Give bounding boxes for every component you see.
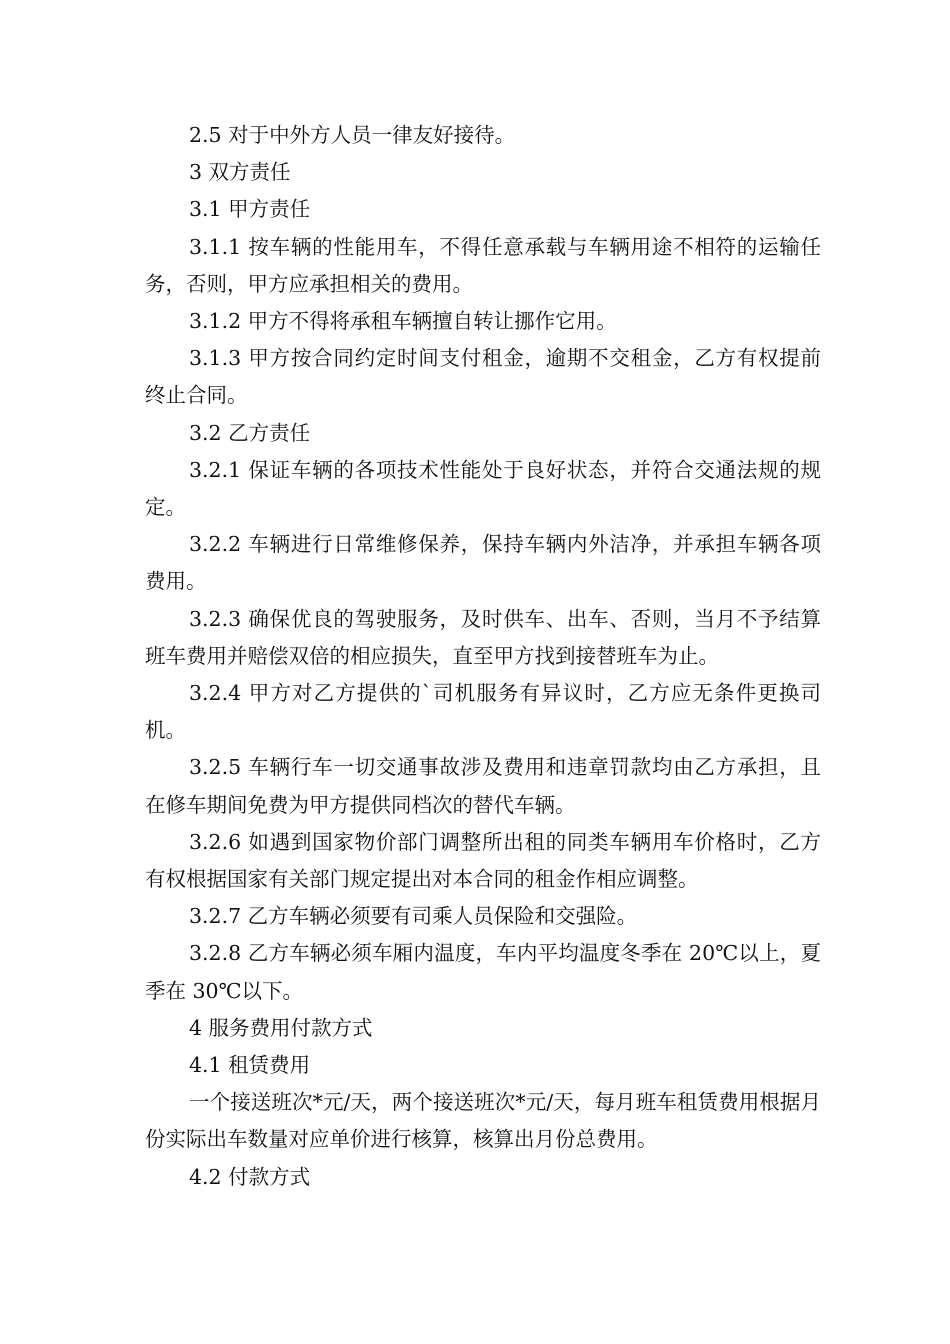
- section-4-2-heading: 4.2 付款方式: [189, 1164, 311, 1189]
- clause-3-2-8: 3.2.8 乙方车辆必须车厢内温度，车内平均温度冬季在 20℃以上，夏季在 30℃以下。: [145, 941, 821, 1003]
- clause-3-2-2: 3.2.2 车辆进行日常维修保养，保持车辆内外洁净，并承担车辆各项费用。: [145, 532, 821, 594]
- section-3-2-heading: 3.2 乙方责任: [189, 420, 311, 445]
- section-4-1-heading: 4.1 租赁费用: [189, 1053, 311, 1078]
- clause-3-1-3: 3.1.3 甲方按合同约定时间支付租金，逾期不交租金，乙方有权提前终止合同。: [145, 346, 821, 408]
- clause-3-2-4: 3.2.4 甲方对乙方提供的`司机服务有异议时，乙方应无条件更换司机。: [145, 681, 821, 743]
- clause-3-2-6: 3.2.6 如遇到国家物价部门调整所出租的同类车辆用车价格时，乙方有权根据国家有关部门规定提出对本合同的租金作相应调整。: [145, 829, 821, 892]
- section-4-heading: 4 服务费用付款方式: [189, 1015, 373, 1040]
- document-body: [145, 117, 821, 1196]
- clause-3-1-2: 3.1.2 甲方不得将承租车辆擅自转让挪作它用。: [189, 309, 617, 334]
- rental-fee-text: 一个接送班次*元/天，两个接送班次*元/天，每月班车租赁费用根据月份实际出车数量对应单价进行核算，核算出月份总费用。: [145, 1090, 821, 1152]
- section-3-heading: 3 双方责任: [189, 160, 291, 185]
- clause-3-2-7: 3.2.7 乙方车辆必须要有司乘人员保险和交强险。: [189, 904, 638, 929]
- clause-3-2-3: 3.2.3 确保优良的驾驶服务，及时供车、出车、否则，当月不予结算班车费用并赔偿双倍的相应损失，直至甲方找到接替班车为止。: [145, 606, 821, 668]
- clause-2-5: 2.5 对于中外方人员一律友好接待。: [189, 123, 516, 147]
- clause-3-1-1: 3.1.1 按车辆的性能用车，不得任意承载与车辆用途不相符的运输任务，否则，甲方应承担相关的费用。: [145, 234, 821, 296]
- section-3-1-heading: 3.1 甲方责任: [189, 197, 311, 222]
- clause-3-2-5: 3.2.5 车辆行车一切交通事故涉及费用和违章罚款均由乙方承担，且在修车期间免费为甲方提供同档次的替代车辆。: [145, 755, 821, 817]
- clause-3-2-1: 3.2.1 保证车辆的各项技术性能处于良好状态，并符合交通法规的规定。: [145, 457, 821, 520]
